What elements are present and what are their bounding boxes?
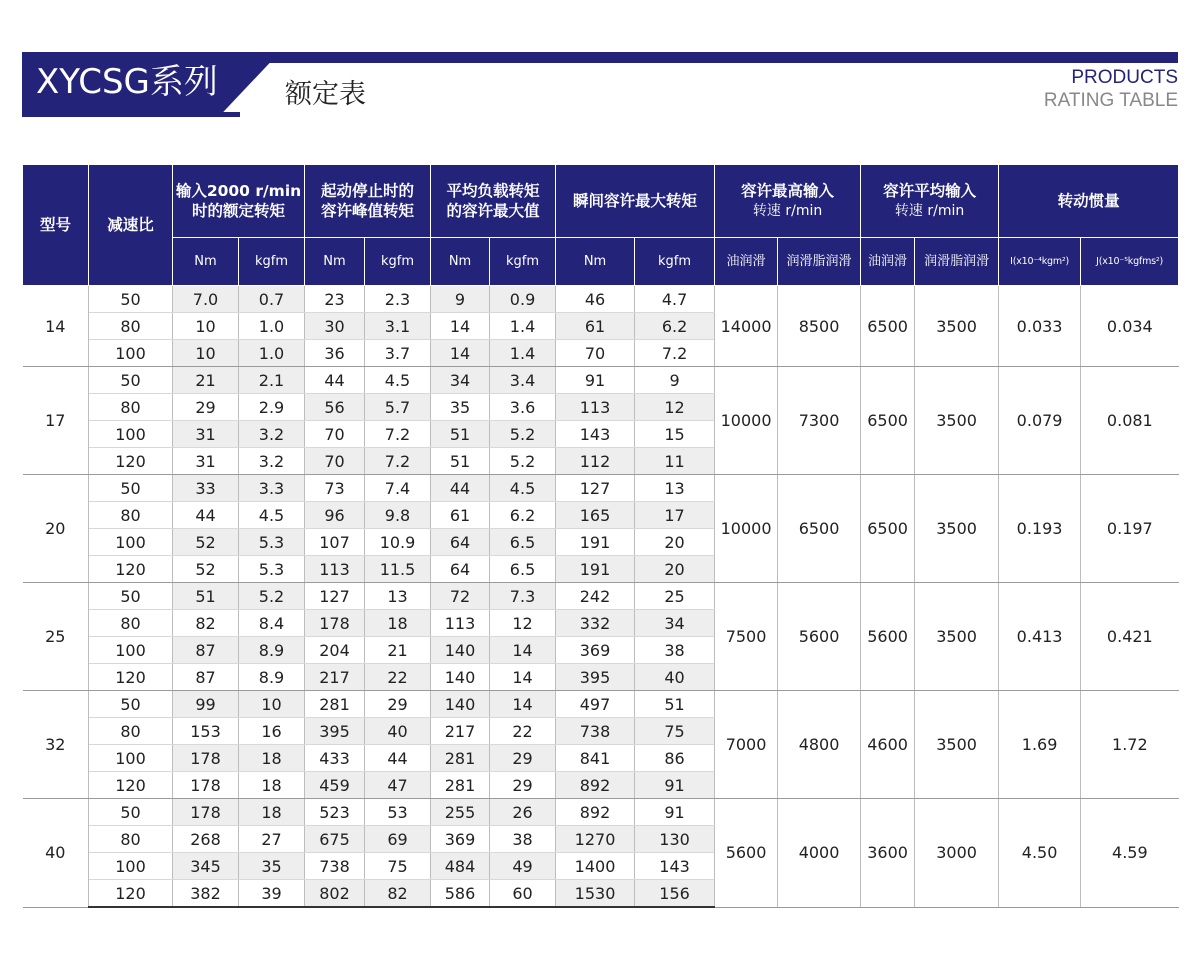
momentary-torque-kgfm-cell: 130 <box>635 826 715 853</box>
ratio-cell: 80 <box>89 826 173 853</box>
header-row-units <box>23 238 1179 286</box>
avg-input-speed-grease-cell: 3500 <box>915 583 999 691</box>
momentary-torque-nm-cell: 112 <box>556 448 635 475</box>
unit-inertia-j: J(x10⁻⁵kgfms²) <box>1081 238 1179 286</box>
rated-torque-kgfm-cell: 1.0 <box>239 313 305 340</box>
header-avg-input-speed-line2: 转速 r/min <box>894 203 965 219</box>
peak-torque-kgfm-cell: 2.3 <box>365 286 431 313</box>
avg-load-torque-kgfm-cell: 14 <box>490 691 556 718</box>
avg-load-torque-nm-cell: 14 <box>431 313 490 340</box>
avg-input-speed-grease-cell: 3000 <box>915 799 999 908</box>
rated-torque-kgfm-cell: 2.9 <box>239 394 305 421</box>
peak-torque-nm-cell: 802 <box>305 880 365 908</box>
rated-torque-kgfm-cell: 8.9 <box>239 637 305 664</box>
avg-load-torque-nm-cell: 64 <box>431 556 490 583</box>
avg-input-speed-grease-cell: 3500 <box>915 286 999 367</box>
rated-torque-kgfm-cell: 18 <box>239 799 305 826</box>
unit-kgfm: kgfm <box>239 238 305 286</box>
avg-load-torque-kgfm-cell: 7.3 <box>490 583 556 610</box>
peak-torque-nm-cell: 395 <box>305 718 365 745</box>
momentary-torque-nm-cell: 1400 <box>556 853 635 880</box>
header-inertia: 转动惯量 <box>999 165 1179 238</box>
momentary-torque-nm-cell: 143 <box>556 421 635 448</box>
header-rated-torque-line1: 输入2000 r/min <box>175 182 302 200</box>
peak-torque-nm-cell: 433 <box>305 745 365 772</box>
momentary-torque-kgfm-cell: 91 <box>635 772 715 799</box>
avg-load-torque-nm-cell: 35 <box>431 394 490 421</box>
peak-torque-kgfm-cell: 5.7 <box>365 394 431 421</box>
ratio-cell: 80 <box>89 610 173 637</box>
unit-oil-lubrication: 油润滑 <box>715 238 778 286</box>
peak-torque-nm-cell: 70 <box>305 448 365 475</box>
peak-torque-nm-cell: 73 <box>305 475 365 502</box>
avg-load-torque-kgfm-cell: 6.5 <box>490 556 556 583</box>
ratio-cell: 80 <box>89 502 173 529</box>
momentary-torque-kgfm-cell: 13 <box>635 475 715 502</box>
header-ratio: 减速比 <box>89 165 173 286</box>
avg-load-torque-kgfm-cell: 4.5 <box>490 475 556 502</box>
series-badge-underline <box>22 112 240 117</box>
rated-torque-nm-cell: 31 <box>173 421 239 448</box>
ratio-cell: 100 <box>89 340 173 367</box>
inertia-i-cell: 0.079 <box>999 367 1081 475</box>
table-row <box>23 367 1179 394</box>
avg-load-torque-kgfm-cell: 1.4 <box>490 340 556 367</box>
header-momentary-torque: 瞬间容许最大转矩 <box>556 165 715 238</box>
max-input-speed-oil-cell: 14000 <box>715 286 778 367</box>
ratio-cell: 80 <box>89 394 173 421</box>
rated-torque-kgfm-cell: 27 <box>239 826 305 853</box>
avg-load-torque-nm-cell: 140 <box>431 637 490 664</box>
avg-input-speed-grease-cell: 3500 <box>915 475 999 583</box>
peak-torque-nm-cell: 44 <box>305 367 365 394</box>
avg-input-speed-oil-cell: 5600 <box>861 583 915 691</box>
ratio-cell: 80 <box>89 313 173 340</box>
ratio-cell: 100 <box>89 637 173 664</box>
ratio-cell: 100 <box>89 853 173 880</box>
avg-load-torque-nm-cell: 140 <box>431 664 490 691</box>
momentary-torque-kgfm-cell: 156 <box>635 880 715 908</box>
header-max-input-speed-line1: 容许最高输入 <box>741 182 835 200</box>
unit-nm: Nm <box>431 238 490 286</box>
header-rated-torque-line2: 时的额定转矩 <box>191 202 285 220</box>
avg-load-torque-kgfm-cell: 1.4 <box>490 313 556 340</box>
peak-torque-nm-cell: 36 <box>305 340 365 367</box>
avg-load-torque-kgfm-cell: 38 <box>490 826 556 853</box>
peak-torque-nm-cell: 459 <box>305 772 365 799</box>
peak-torque-kgfm-cell: 7.2 <box>365 421 431 448</box>
momentary-torque-kgfm-cell: 86 <box>635 745 715 772</box>
peak-torque-nm-cell: 30 <box>305 313 365 340</box>
avg-load-torque-kgfm-cell: 3.6 <box>490 394 556 421</box>
avg-load-torque-kgfm-cell: 26 <box>490 799 556 826</box>
momentary-torque-nm-cell: 70 <box>556 340 635 367</box>
rated-torque-kgfm-cell: 18 <box>239 772 305 799</box>
avg-load-torque-nm-cell: 9 <box>431 286 490 313</box>
avg-load-torque-kgfm-cell: 22 <box>490 718 556 745</box>
peak-torque-nm-cell: 523 <box>305 799 365 826</box>
momentary-torque-kgfm-cell: 4.7 <box>635 286 715 313</box>
peak-torque-kgfm-cell: 29 <box>365 691 431 718</box>
inertia-j-cell: 0.081 <box>1081 367 1179 475</box>
avg-load-torque-kgfm-cell: 29 <box>490 745 556 772</box>
max-input-speed-grease-cell: 8500 <box>778 286 861 367</box>
rated-torque-nm-cell: 153 <box>173 718 239 745</box>
rated-torque-kgfm-cell: 5.3 <box>239 529 305 556</box>
peak-torque-kgfm-cell: 18 <box>365 610 431 637</box>
max-input-speed-oil-cell: 10000 <box>715 475 778 583</box>
avg-load-torque-kgfm-cell: 6.5 <box>490 529 556 556</box>
momentary-torque-nm-cell: 242 <box>556 583 635 610</box>
momentary-torque-kgfm-cell: 51 <box>635 691 715 718</box>
unit-nm: Nm <box>556 238 635 286</box>
max-input-speed-grease-cell: 5600 <box>778 583 861 691</box>
ratio-cell: 50 <box>89 799 173 826</box>
avg-load-torque-nm-cell: 255 <box>431 799 490 826</box>
model-cell: 20 <box>23 475 89 583</box>
unit-grease-lubrication: 润滑脂润滑 <box>778 238 861 286</box>
rated-torque-nm-cell: 82 <box>173 610 239 637</box>
momentary-torque-kgfm-cell: 25 <box>635 583 715 610</box>
peak-torque-nm-cell: 96 <box>305 502 365 529</box>
peak-torque-kgfm-cell: 13 <box>365 583 431 610</box>
max-input-speed-grease-cell: 7300 <box>778 367 861 475</box>
unit-nm: Nm <box>173 238 239 286</box>
rated-torque-kgfm-cell: 2.1 <box>239 367 305 394</box>
unit-kgfm: kgfm <box>365 238 431 286</box>
momentary-torque-nm-cell: 369 <box>556 637 635 664</box>
model-cell: 17 <box>23 367 89 475</box>
rated-torque-nm-cell: 29 <box>173 394 239 421</box>
avg-input-speed-grease-cell: 3500 <box>915 367 999 475</box>
inertia-i-cell: 4.50 <box>999 799 1081 908</box>
momentary-torque-kgfm-cell: 15 <box>635 421 715 448</box>
peak-torque-kgfm-cell: 7.2 <box>365 448 431 475</box>
momentary-torque-nm-cell: 497 <box>556 691 635 718</box>
ratio-cell: 120 <box>89 448 173 475</box>
avg-load-torque-nm-cell: 281 <box>431 772 490 799</box>
peak-torque-nm-cell: 204 <box>305 637 365 664</box>
momentary-torque-nm-cell: 395 <box>556 664 635 691</box>
rated-torque-nm-cell: 178 <box>173 745 239 772</box>
momentary-torque-nm-cell: 61 <box>556 313 635 340</box>
ratio-cell: 100 <box>89 421 173 448</box>
rated-torque-nm-cell: 7.0 <box>173 286 239 313</box>
momentary-torque-nm-cell: 332 <box>556 610 635 637</box>
rated-torque-nm-cell: 33 <box>173 475 239 502</box>
header-avg-input-speed <box>861 165 999 238</box>
rated-torque-kgfm-cell: 5.2 <box>239 583 305 610</box>
model-cell: 14 <box>23 286 89 367</box>
ratio-cell: 80 <box>89 718 173 745</box>
peak-torque-nm-cell: 56 <box>305 394 365 421</box>
peak-torque-nm-cell: 70 <box>305 421 365 448</box>
table-row <box>23 691 1179 718</box>
peak-torque-kgfm-cell: 47 <box>365 772 431 799</box>
avg-input-speed-oil-cell: 4600 <box>861 691 915 799</box>
avg-input-speed-oil-cell: 6500 <box>861 286 915 367</box>
peak-torque-nm-cell: 178 <box>305 610 365 637</box>
inertia-i-cell: 1.69 <box>999 691 1081 799</box>
rated-torque-nm-cell: 345 <box>173 853 239 880</box>
peak-torque-nm-cell: 107 <box>305 529 365 556</box>
rated-torque-nm-cell: 87 <box>173 637 239 664</box>
peak-torque-kgfm-cell: 9.8 <box>365 502 431 529</box>
header-peak-torque-line1: 起动停止时的 <box>321 182 415 200</box>
header-max-input-speed <box>715 165 861 238</box>
peak-torque-kgfm-cell: 3.7 <box>365 340 431 367</box>
avg-input-speed-grease-cell: 3500 <box>915 691 999 799</box>
ratio-cell: 120 <box>89 664 173 691</box>
max-input-speed-grease-cell: 6500 <box>778 475 861 583</box>
header-row-main <box>23 165 1179 238</box>
momentary-torque-kgfm-cell: 91 <box>635 799 715 826</box>
peak-torque-kgfm-cell: 44 <box>365 745 431 772</box>
avg-load-torque-nm-cell: 217 <box>431 718 490 745</box>
avg-load-torque-nm-cell: 281 <box>431 745 490 772</box>
rated-torque-nm-cell: 178 <box>173 799 239 826</box>
ratio-cell: 120 <box>89 556 173 583</box>
header-rated-torque <box>173 165 305 238</box>
peak-torque-nm-cell: 675 <box>305 826 365 853</box>
momentary-torque-kgfm-cell: 6.2 <box>635 313 715 340</box>
rated-torque-nm-cell: 52 <box>173 556 239 583</box>
ratio-cell: 50 <box>89 475 173 502</box>
avg-load-torque-kgfm-cell: 29 <box>490 772 556 799</box>
momentary-torque-nm-cell: 113 <box>556 394 635 421</box>
rated-torque-kgfm-cell: 4.5 <box>239 502 305 529</box>
momentary-torque-nm-cell: 892 <box>556 772 635 799</box>
rated-torque-kgfm-cell: 3.2 <box>239 421 305 448</box>
model-cell: 25 <box>23 583 89 691</box>
momentary-torque-kgfm-cell: 143 <box>635 853 715 880</box>
products-label: PRODUCTS <box>1071 67 1178 88</box>
avg-load-torque-nm-cell: 44 <box>431 475 490 502</box>
peak-torque-kgfm-cell: 3.1 <box>365 313 431 340</box>
avg-load-torque-nm-cell: 51 <box>431 421 490 448</box>
peak-torque-kgfm-cell: 53 <box>365 799 431 826</box>
momentary-torque-kgfm-cell: 20 <box>635 529 715 556</box>
unit-kgfm: kgfm <box>490 238 556 286</box>
momentary-torque-kgfm-cell: 9 <box>635 367 715 394</box>
ratio-cell: 50 <box>89 367 173 394</box>
momentary-torque-kgfm-cell: 75 <box>635 718 715 745</box>
ratio-cell: 100 <box>89 745 173 772</box>
rated-torque-nm-cell: 10 <box>173 313 239 340</box>
avg-load-torque-nm-cell: 586 <box>431 880 490 908</box>
avg-load-torque-nm-cell: 61 <box>431 502 490 529</box>
rated-torque-nm-cell: 268 <box>173 826 239 853</box>
rated-torque-kgfm-cell: 39 <box>239 880 305 908</box>
peak-torque-nm-cell: 113 <box>305 556 365 583</box>
unit-nm: Nm <box>305 238 365 286</box>
peak-torque-nm-cell: 281 <box>305 691 365 718</box>
avg-load-torque-kgfm-cell: 12 <box>490 610 556 637</box>
ratio-cell: 100 <box>89 529 173 556</box>
momentary-torque-nm-cell: 738 <box>556 718 635 745</box>
ratio-cell: 120 <box>89 880 173 908</box>
ratio-cell: 50 <box>89 286 173 313</box>
avg-load-torque-kgfm-cell: 3.4 <box>490 367 556 394</box>
avg-load-torque-kgfm-cell: 0.9 <box>490 286 556 313</box>
peak-torque-kgfm-cell: 82 <box>365 880 431 908</box>
avg-load-torque-nm-cell: 484 <box>431 853 490 880</box>
avg-load-torque-kgfm-cell: 6.2 <box>490 502 556 529</box>
rated-torque-kgfm-cell: 16 <box>239 718 305 745</box>
rated-torque-nm-cell: 31 <box>173 448 239 475</box>
max-input-speed-grease-cell: 4800 <box>778 691 861 799</box>
rating-table-label: RATING TABLE <box>1043 90 1178 111</box>
avg-load-torque-nm-cell: 140 <box>431 691 490 718</box>
inertia-j-cell: 0.421 <box>1081 583 1179 691</box>
momentary-torque-nm-cell: 841 <box>556 745 635 772</box>
rated-torque-kgfm-cell: 5.3 <box>239 556 305 583</box>
peak-torque-kgfm-cell: 69 <box>365 826 431 853</box>
rated-torque-kgfm-cell: 3.2 <box>239 448 305 475</box>
rating-table-title-cn: 额定表 <box>285 79 366 110</box>
rated-torque-nm-cell: 10 <box>173 340 239 367</box>
rating-table-container <box>22 164 1178 908</box>
header-model: 型号 <box>23 165 89 286</box>
header-max-input-speed-line2: 转速 r/min <box>752 203 823 219</box>
header-avg-load-torque-line2: 的容许最大值 <box>446 202 540 220</box>
momentary-torque-nm-cell: 91 <box>556 367 635 394</box>
avg-load-torque-kgfm-cell: 49 <box>490 853 556 880</box>
inertia-j-cell: 4.59 <box>1081 799 1179 908</box>
max-input-speed-oil-cell: 7500 <box>715 583 778 691</box>
peak-torque-kgfm-cell: 4.5 <box>365 367 431 394</box>
peak-torque-kgfm-cell: 22 <box>365 664 431 691</box>
max-input-speed-oil-cell: 5600 <box>715 799 778 908</box>
avg-load-torque-kgfm-cell: 14 <box>490 664 556 691</box>
inertia-j-cell: 0.197 <box>1081 475 1179 583</box>
momentary-torque-kgfm-cell: 20 <box>635 556 715 583</box>
rated-torque-kgfm-cell: 1.0 <box>239 340 305 367</box>
rated-torque-kgfm-cell: 0.7 <box>239 286 305 313</box>
max-input-speed-grease-cell: 4000 <box>778 799 861 908</box>
ratio-cell: 120 <box>89 772 173 799</box>
momentary-torque-nm-cell: 1530 <box>556 880 635 908</box>
unit-kgfm: kgfm <box>635 238 715 286</box>
table-row <box>23 475 1179 502</box>
inertia-j-cell: 1.72 <box>1081 691 1179 799</box>
table-row <box>23 799 1179 826</box>
momentary-torque-nm-cell: 46 <box>556 286 635 313</box>
rated-torque-nm-cell: 21 <box>173 367 239 394</box>
rated-torque-nm-cell: 44 <box>173 502 239 529</box>
momentary-torque-kgfm-cell: 17 <box>635 502 715 529</box>
series-title: XYCSG系列 <box>36 62 218 102</box>
ratio-cell: 50 <box>89 691 173 718</box>
rated-torque-nm-cell: 382 <box>173 880 239 908</box>
avg-load-torque-nm-cell: 72 <box>431 583 490 610</box>
avg-load-torque-nm-cell: 64 <box>431 529 490 556</box>
table-row <box>23 583 1179 610</box>
momentary-torque-kgfm-cell: 7.2 <box>635 340 715 367</box>
avg-load-torque-kgfm-cell: 14 <box>490 637 556 664</box>
rating-table <box>22 164 1179 908</box>
rated-torque-nm-cell: 178 <box>173 772 239 799</box>
rated-torque-nm-cell: 99 <box>173 691 239 718</box>
header-peak-torque <box>305 165 431 238</box>
header-avg-input-speed-line1: 容许平均输入 <box>883 182 977 200</box>
peak-torque-kgfm-cell: 21 <box>365 637 431 664</box>
header-peak-torque-line2: 容许峰值转矩 <box>321 202 415 220</box>
rated-torque-kgfm-cell: 8.9 <box>239 664 305 691</box>
rated-torque-kgfm-cell: 10 <box>239 691 305 718</box>
header-avg-load-torque-line1: 平均负载转矩 <box>446 182 540 200</box>
momentary-torque-nm-cell: 191 <box>556 529 635 556</box>
rated-torque-kgfm-cell: 18 <box>239 745 305 772</box>
momentary-torque-nm-cell: 1270 <box>556 826 635 853</box>
table-row <box>23 286 1179 313</box>
ratio-cell: 50 <box>89 583 173 610</box>
avg-load-torque-nm-cell: 34 <box>431 367 490 394</box>
peak-torque-kgfm-cell: 11.5 <box>365 556 431 583</box>
avg-load-torque-kgfm-cell: 60 <box>490 880 556 908</box>
rated-torque-kgfm-cell: 35 <box>239 853 305 880</box>
max-input-speed-oil-cell: 7000 <box>715 691 778 799</box>
header-avg-load-torque <box>431 165 556 238</box>
peak-torque-kgfm-cell: 40 <box>365 718 431 745</box>
avg-load-torque-nm-cell: 113 <box>431 610 490 637</box>
inertia-i-cell: 0.033 <box>999 286 1081 367</box>
avg-load-torque-nm-cell: 14 <box>431 340 490 367</box>
unit-inertia-i: I(x10⁻⁴kgm²) <box>999 238 1081 286</box>
peak-torque-kgfm-cell: 7.4 <box>365 475 431 502</box>
momentary-torque-kgfm-cell: 12 <box>635 394 715 421</box>
inertia-i-cell: 0.413 <box>999 583 1081 691</box>
inertia-j-cell: 0.034 <box>1081 286 1179 367</box>
rated-torque-nm-cell: 51 <box>173 583 239 610</box>
unit-grease-lubrication: 润滑脂润滑 <box>915 238 999 286</box>
unit-oil-lubrication: 油润滑 <box>861 238 915 286</box>
peak-torque-nm-cell: 23 <box>305 286 365 313</box>
momentary-torque-nm-cell: 127 <box>556 475 635 502</box>
momentary-torque-nm-cell: 165 <box>556 502 635 529</box>
avg-load-torque-kgfm-cell: 5.2 <box>490 421 556 448</box>
peak-torque-nm-cell: 738 <box>305 853 365 880</box>
rated-torque-nm-cell: 87 <box>173 664 239 691</box>
avg-load-torque-kgfm-cell: 5.2 <box>490 448 556 475</box>
momentary-torque-kgfm-cell: 38 <box>635 637 715 664</box>
avg-input-speed-oil-cell: 3600 <box>861 799 915 908</box>
rated-torque-kgfm-cell: 3.3 <box>239 475 305 502</box>
avg-load-torque-nm-cell: 51 <box>431 448 490 475</box>
momentary-torque-kgfm-cell: 40 <box>635 664 715 691</box>
momentary-torque-kgfm-cell: 11 <box>635 448 715 475</box>
momentary-torque-kgfm-cell: 34 <box>635 610 715 637</box>
rated-torque-nm-cell: 52 <box>173 529 239 556</box>
model-cell: 32 <box>23 691 89 799</box>
momentary-torque-nm-cell: 892 <box>556 799 635 826</box>
peak-torque-kgfm-cell: 75 <box>365 853 431 880</box>
avg-input-speed-oil-cell: 6500 <box>861 475 915 583</box>
peak-torque-nm-cell: 127 <box>305 583 365 610</box>
avg-input-speed-oil-cell: 6500 <box>861 367 915 475</box>
avg-load-torque-nm-cell: 369 <box>431 826 490 853</box>
inertia-i-cell: 0.193 <box>999 475 1081 583</box>
momentary-torque-nm-cell: 191 <box>556 556 635 583</box>
max-input-speed-oil-cell: 10000 <box>715 367 778 475</box>
model-cell: 40 <box>23 799 89 908</box>
peak-torque-nm-cell: 217 <box>305 664 365 691</box>
peak-torque-kgfm-cell: 10.9 <box>365 529 431 556</box>
rated-torque-kgfm-cell: 8.4 <box>239 610 305 637</box>
rating-table-body <box>23 286 1179 908</box>
